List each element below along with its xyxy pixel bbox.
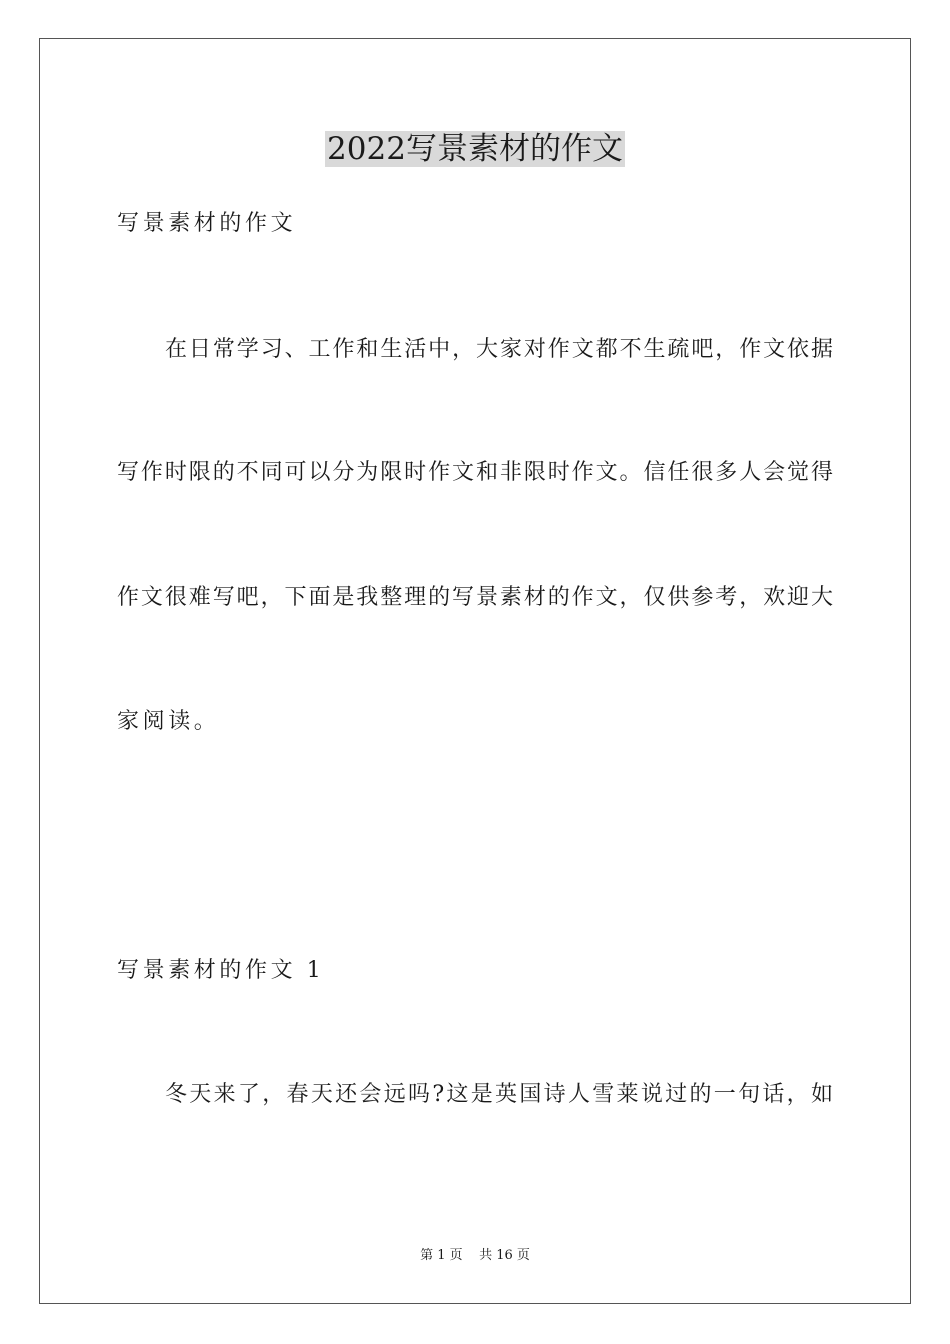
document-title [0,127,950,171]
intro-line-4: 家阅读。 [117,709,220,734]
intro-line-2: 写作时限的不同可以分为限时作文和非限时作文。信任很多人会觉得 [117,460,833,485]
section-heading: 写景素材的作文 1 [117,958,325,983]
intro-line-1: 在日常学习、工作和生活中，大家对作文都不生疏吧，作文依据 [165,337,833,362]
document-title-text: 2022写景素材的作文 [327,131,623,167]
subtitle: 写景素材的作文 [117,211,297,236]
section-line-1: 冬天来了，春天还会远吗?这是英国诗人雪莱说过的一句话，如 [165,1082,833,1107]
page-footer: 第 1 页 共 16 页 [420,1248,530,1263]
intro-line-3: 作文很难写吧，下面是我整理的写景素材的作文，仅供参考，欢迎大 [117,585,833,610]
